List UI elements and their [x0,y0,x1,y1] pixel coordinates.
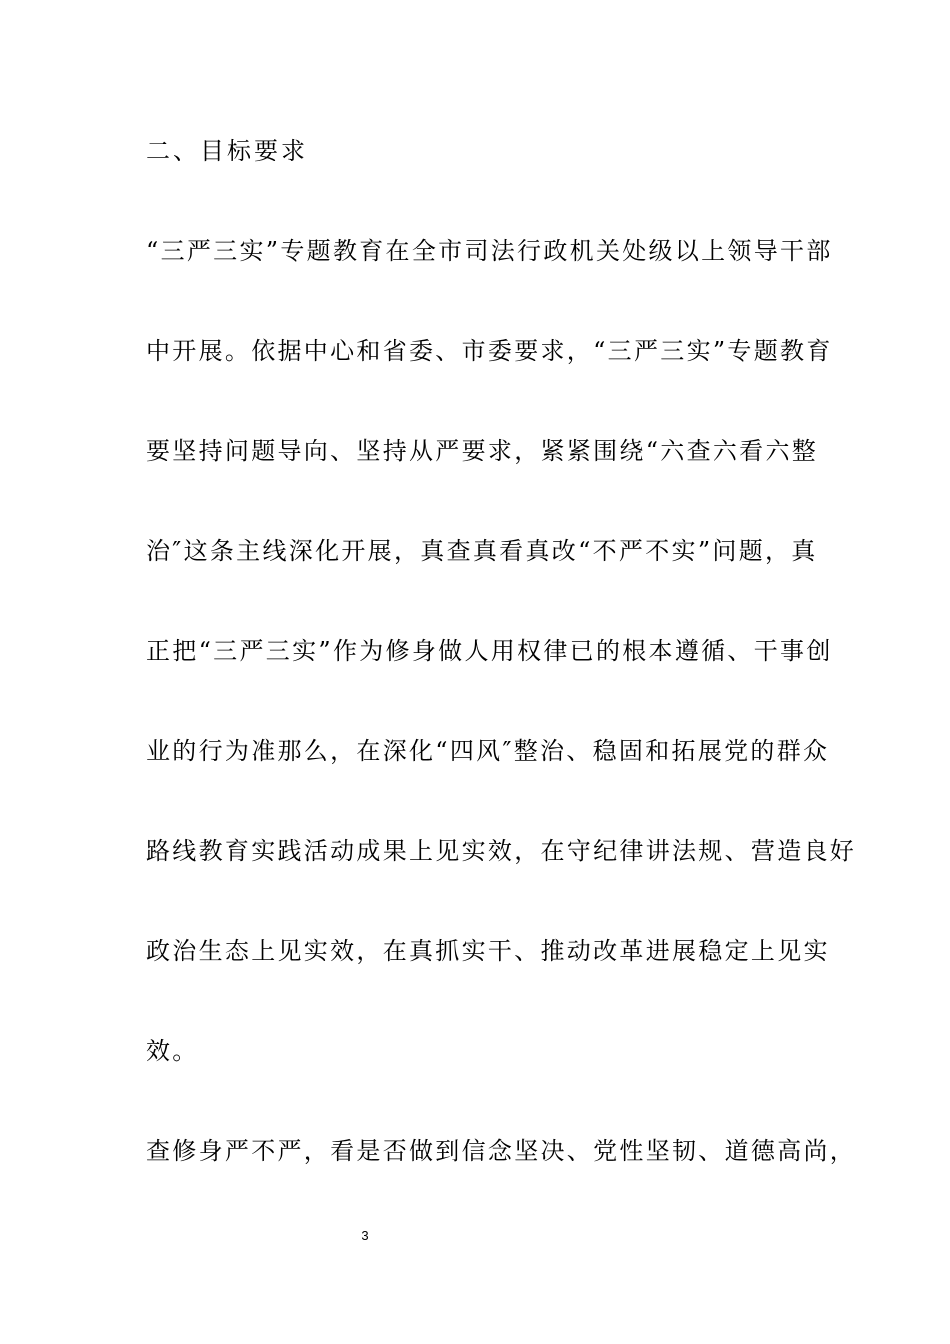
paragraph-line: “三严三实”专题教育在全市司法行政机关处级以上领导干部 [146,237,833,265]
paragraph-line: 路线教育实践活动成果上见实效，在守纪律讲法规、营造良好 [146,837,857,865]
section-heading: 二、目标要求 [146,137,308,165]
paragraph-line: 治″这条主线深化开展，真查真看真改“不严不实”问题，真 [146,537,818,565]
page-number: 3 [361,1228,369,1243]
paragraph-line: 正把“三严三实”作为修身做人用权律已的根本遵循、干事创 [146,637,833,665]
paragraph-line: 业的行为准那么，在深化“四风″整治、稳固和拓展党的群众 [146,737,830,765]
paragraph-line: 要坚持问题导向、坚持从严要求，紧紧围绕“六查六看六整 [146,437,819,465]
paragraph-line: 查修身严不严，看是否做到信念坚决、党性坚韧、道德高尚， [146,1137,857,1165]
paragraph-line: 效。 [146,1037,199,1065]
paragraph-line: 政治生态上见实效，在真抓实干、推动改革进展稳定上见实 [146,937,830,965]
paragraph-line: 中开展。依据中心和省委、市委要求，“三严三实”专题教育 [146,337,833,365]
